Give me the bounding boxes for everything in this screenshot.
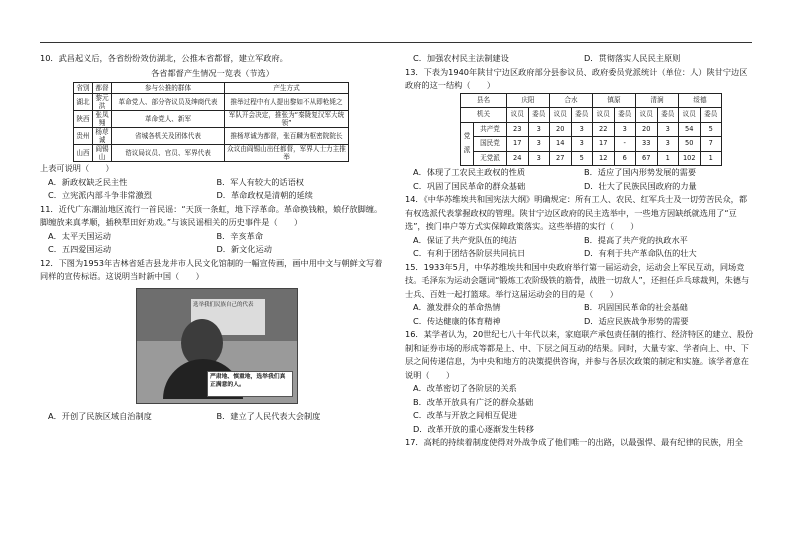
option-a[interactable]: A．改革密切了各阶层的关系 [413,383,517,393]
option-c[interactable]: C．传达健康的体育精神 [413,315,501,326]
q10-table [73,82,349,162]
table-row: 国民党 17 3 14 3 17 - 33 3 50 7 [461,137,722,152]
option-b[interactable]: B．建立了人民代表大会制度 [216,410,321,421]
option-a[interactable]: A．开创了民族区域自治制度 [48,410,152,421]
poster-caption: 严肃地、慎重地，选举我们真正满意的人。 [207,371,293,397]
option-d[interactable]: D．改革开放的重心逐渐发生转移 [413,423,534,434]
table-row: 贵州 杨荩诚 省城各机关及团体代表 推杨荩诚为都督，张百麟为枢密院院长 [74,128,349,145]
q10-options [40,176,385,203]
option-d[interactable]: D．适应民族战争形势的需要 [584,315,689,326]
table-row: 山西 阎锡山 谘议局议员、官员、军界代表 众议由阎锡山出任都督，军界人士力主推举 [74,145,349,162]
top-rule [40,42,752,43]
option-a[interactable]: A．新政权缺乏民主性 [48,176,128,187]
q12-stem: 12．下图为1953年吉林省延吉县龙井市人民文化馆制的一幅宣传画，画中用中文与朝鲜文写着同样的宣传标语。这说明当时新中国（ ） [40,257,383,281]
q15-stem: 15．1933年5月，中华苏维埃共和国中央政府举行第一届运动会，运动会上军民互动，同场竞技。毛泽东为运动会题词“锻炼工农阶级铁的筋骨，战胜一切敌人”，还担任乒乓球裁判，朱德与士兵、百姓一起打篮球。举行这届运动会的目的是（ ） [405,261,750,299]
option-c[interactable]: C．巩固了国民革命的群众基础 [413,180,526,191]
option-d[interactable]: D．壮大了民族民国政府的力量 [584,180,697,191]
q11-options [40,230,385,257]
option-b[interactable]: B．巩固国民革命的社会基础 [584,302,688,312]
q17-stem: 17．高耗的持续着制度使得对外战争成了他们唯一的出路，以最强悍、最有纪律的民族，用全 [405,437,743,447]
option-a[interactable]: A．太平天国运动 [48,230,111,241]
option-a[interactable]: A．保证了共产党队伍的纯洁 [413,234,517,245]
q10-table-title: 各省都督产生情况一览表（节选） [151,67,274,78]
left-column [40,52,385,423]
option-b[interactable]: B．提高了共产党的执政水平 [584,234,688,245]
q13-table [460,93,722,167]
option-b[interactable]: B．适应了国内形势发展的需要 [584,167,697,177]
propaganda-poster-image [136,288,298,404]
table-row: 陕西 张凤翙 革命党人、新军 军队开会决定，推张为“秦陇复汉军大统领” [74,111,349,128]
option-c[interactable]: C．立宪派内部斗争非常激烈 [48,190,152,200]
option-d[interactable]: D．革命政权是清朝的延续 [216,190,313,200]
table-subheader-row: 机关 议员 委员 议员 委员 议员 委员 议员 委员 议员 委员 [461,108,722,123]
q16-options [405,382,755,436]
q14-options [405,234,755,261]
table-header-row: 县名 庆阳 合水 镇原 清涧 绥德 [461,93,722,108]
option-a[interactable]: A．激发群众的革命热情 [413,302,501,312]
option-a[interactable]: A．体现了工农民主政权的性质 [413,167,526,177]
q10-stem: 10．武昌起义后，各省纷纷效仿湖北，公推本省都督，建立军政府。 [40,53,288,63]
q12-options [40,410,385,424]
q12-options-cont [405,52,755,66]
q15-options [405,301,755,328]
table-row: 无党派 24 3 27 5 12 6 67 1 102 1 [461,151,722,166]
option-c[interactable]: C．改革与开放之间相互促进 [413,410,517,420]
option-c[interactable]: C．加强农村民主法制建设 [413,53,509,63]
option-d[interactable]: D．新文化运动 [216,244,272,254]
option-d[interactable]: D．有利于共产革命队伍的壮大 [584,248,697,258]
poster-banner: 选举我们民族自己的代表 [191,299,265,335]
option-c[interactable]: C．五四爱国运动 [48,244,112,254]
q14-stem: 14．《中华苏维埃共和国宪法大纲》明确规定：所有工人、农民、红军兵士及一切劳苦民众，都有权选派代表掌握政权的管理。陕甘宁边区政府的民主选举中，一些地方因缺纸就选用了“豆选”，挨门串户等方式实保障政策落实。这些举措的实行（ ） [405,194,748,231]
option-c[interactable]: C．有利于团结各阶层共同抗日 [413,248,526,258]
table-row: 党派 共产党 23 3 20 3 22 3 20 3 54 5 [461,122,722,137]
option-b[interactable]: B．军人有较大的话语权 [216,176,304,187]
option-b[interactable]: B．改革开放具有广泛的群众基础 [413,396,534,407]
q16-stem: 16．某学者认为，20世纪七八十年代以来，家庭联产承包责任制的推行、经济特区的建立、股份制和证券市场的形成等都是上、中、下层之间互动的结果。同时，大量专家、学者向上、中、下层之间传递信息，为中央和地方的决策提供咨询，并参与各层次政策的制定和实施。该学者意在说明（ ） [405,329,754,380]
option-b[interactable]: B．辛亥革命 [216,230,264,241]
q13-stem: 13．下表为1940年陕甘宁边区政府部分县参议员、政府委员党派统计（单位：人）陕甘宁边区政府的这一结构（ ） [405,66,748,90]
q10-after: 上表可说明（ ） [40,163,114,173]
q11-stem: 11．近代广东潮汕地区流行一首民谣：“天顶一条虹，地下浮革命。革命换钱粮，娘仔放脚缠。脚缠放来真孝顺，插秧犁田好劝戏。”与该民谣相关的历史事件是（ ） [40,203,383,227]
table-row: 湖北 黎元洪 革命党人、部分咨议员及绅商代表 推举过程中有人提出黎如不从即枪毙之 [74,94,349,111]
option-d[interactable]: D．贯彻落实人民民主原则 [584,53,681,63]
table-header-row: 省别 都督 参与公推的群体 产生方式 [74,83,349,94]
q13-options [405,166,755,193]
right-column [405,52,755,450]
